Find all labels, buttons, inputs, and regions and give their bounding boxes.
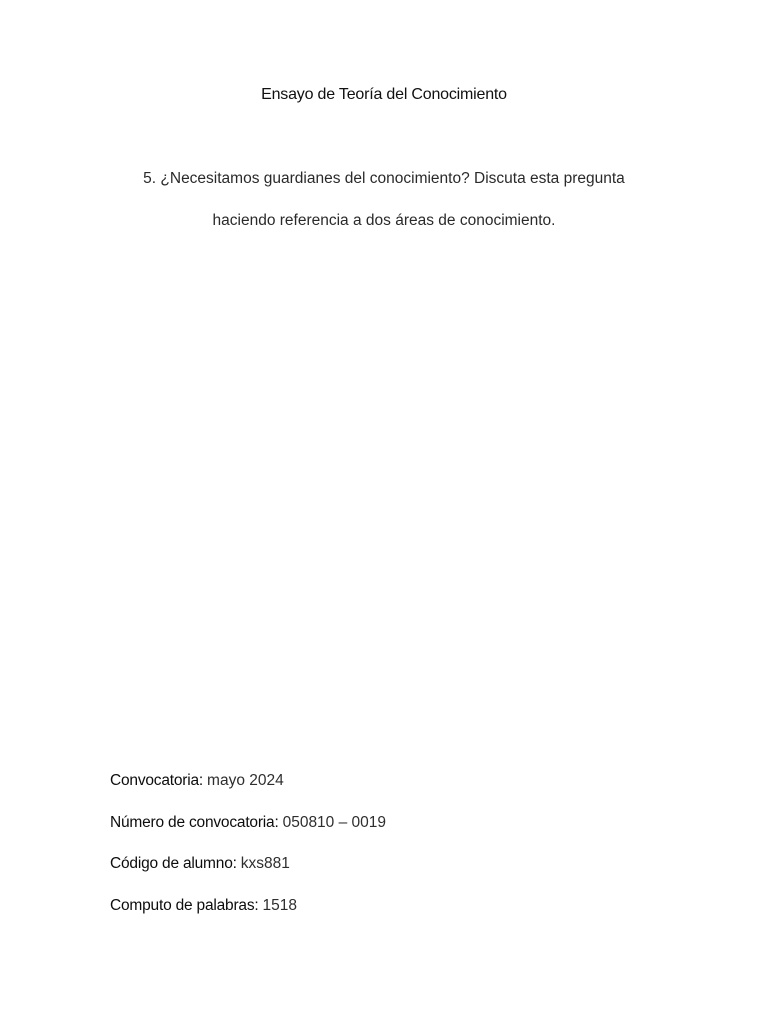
detail-word-count xyxy=(110,897,297,915)
detail-word-count-label: Computo de palabras: xyxy=(110,897,259,914)
detail-student-code xyxy=(110,855,290,873)
detail-session-value: mayo 2024 xyxy=(207,772,284,789)
detail-session xyxy=(110,772,284,790)
detail-session-number-value: 050810 – 0019 xyxy=(282,814,387,831)
detail-word-count-value: 1518 xyxy=(262,897,297,914)
detail-session-label: Convocatoria: xyxy=(110,772,204,789)
detail-session-number-label: Número de convocatoria: xyxy=(110,814,279,831)
essay-question-line-1: 5. ¿Necesitamos guardianes del conocimiento? Discuta esta pregunta xyxy=(143,170,625,187)
detail-session-number xyxy=(110,814,386,832)
document-title: Ensayo de Teoría del Conocimiento xyxy=(261,86,507,103)
detail-student-code-label: Código de alumno: xyxy=(110,855,237,872)
essay-question-line-2: haciendo referencia a dos áreas de conocimiento. xyxy=(212,212,556,229)
detail-student-code-value: kxs881 xyxy=(240,855,290,872)
